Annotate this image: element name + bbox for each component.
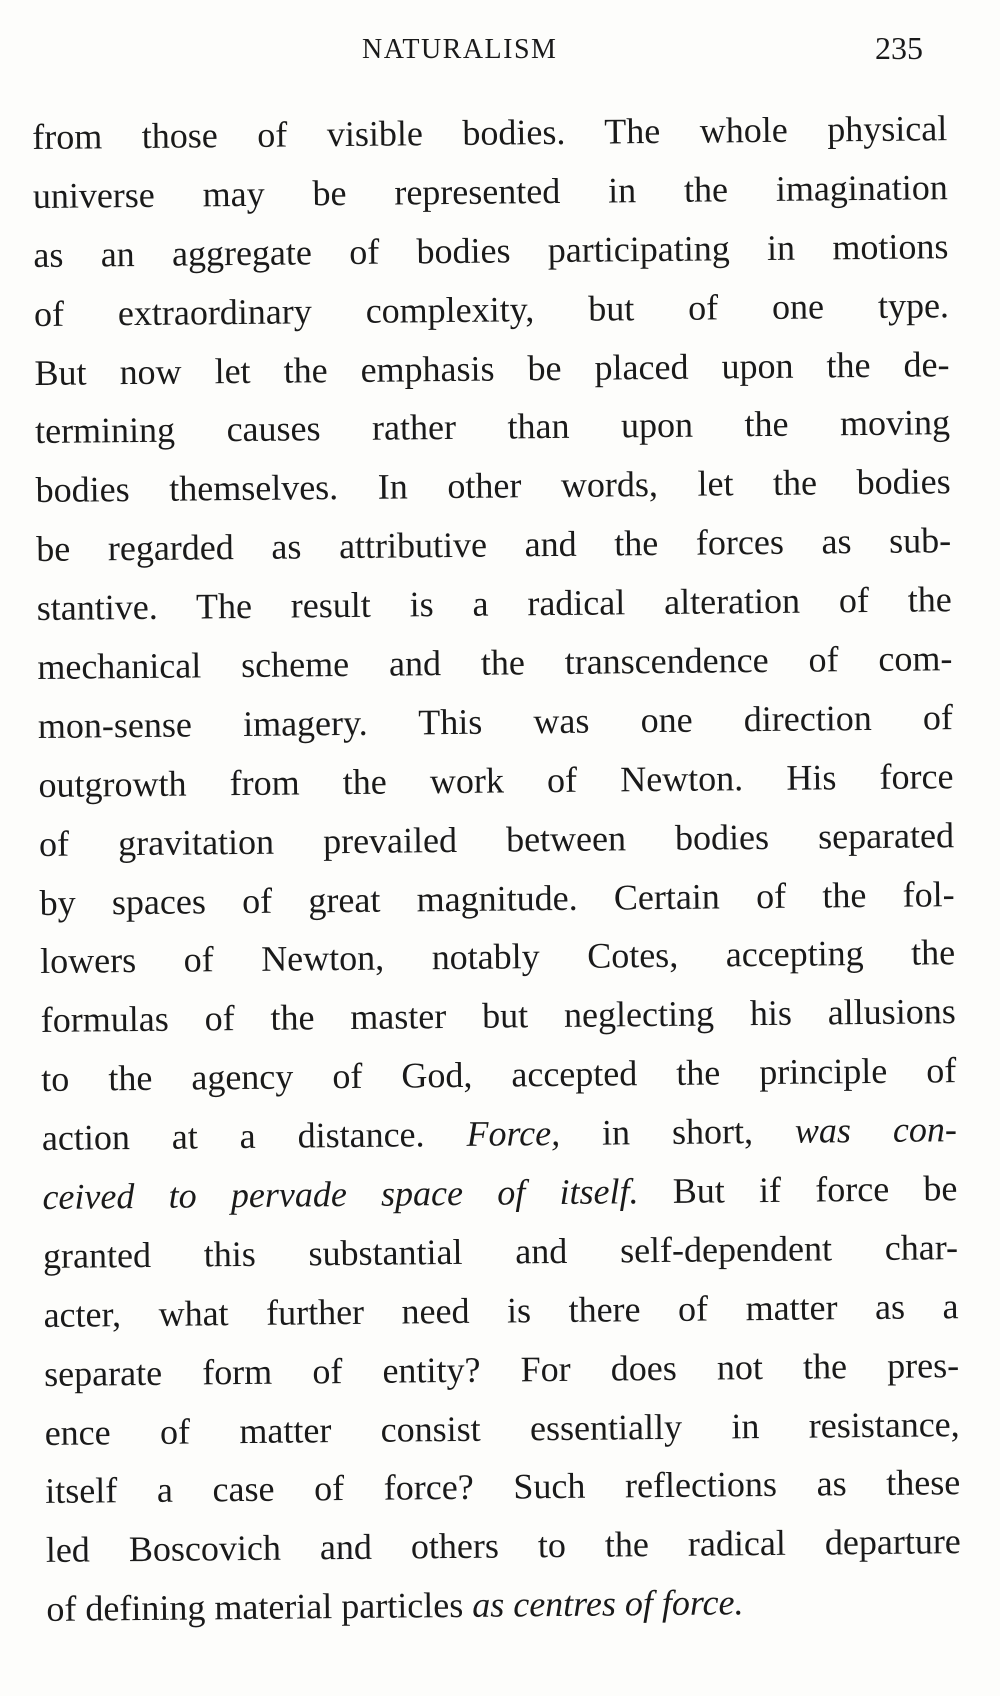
text-line: as an aggregate of bodies participating in motions (33, 225, 949, 275)
italic-text: ceived to pervade space of itself. (42, 1171, 639, 1217)
text-line: lowers of Newton, notably Cotes, accepting the (40, 932, 956, 982)
text-line: formulas of the master but neglecting his allusions (40, 991, 956, 1041)
text-line: outgrowth from the work of Newton. His force (38, 755, 954, 805)
text-line: itself a case of force? Such reflections as these (45, 1462, 961, 1512)
text-line: of extraordinary complexity, but of one type. (33, 284, 950, 334)
text-line: by spaces of great magnitude. Certain of the fol- (39, 873, 955, 923)
text-line: action at a distance. Force, in short, was con- (41, 1109, 958, 1159)
text-line: ence of matter consist essentially in resistance, (44, 1403, 960, 1453)
text-line: of defining material particles as centres of force. (46, 1582, 744, 1630)
page-number: 235 (875, 30, 923, 66)
body-text (32, 99, 962, 1639)
text-line: be regarded as attributive and the forces as sub- (36, 520, 952, 570)
italic-text: as centres of force. (472, 1582, 744, 1626)
text-line: granted this substantial and self-dependent char- (42, 1227, 959, 1276)
text-line: ceived to pervade space of itself. But if force be (42, 1168, 958, 1217)
text-line: mon-sense imagery. This was one direction of (37, 697, 954, 746)
italic-text: was con- (794, 1109, 958, 1151)
text-line: separate form of entity? For does not the pres- (43, 1344, 960, 1394)
text-line: But now let the emphasis be placed upon the de- (34, 343, 950, 393)
text-line: led Boscovich and others to the radical departure (45, 1521, 961, 1571)
italic-text: Force, (466, 1113, 561, 1155)
text-line: of gravitation prevailed between bodies separated (38, 814, 955, 864)
text-line: termining causes rather than upon the moving (34, 402, 951, 452)
running-title: NATURALISM (362, 34, 558, 65)
text-line: acter, what further need is there of matter as a (43, 1285, 959, 1335)
text-line: to the agency of God, accepted the principle of (41, 1050, 957, 1100)
text-line: mechanical scheme and the transcendence of com- (37, 638, 953, 687)
running-head (0, 30, 1000, 70)
text-line: from those of visible bodies. The whole physical (32, 108, 948, 157)
text-line: stantive. The result is a radical alteration of the (36, 579, 952, 629)
text-line: bodies themselves. In other words, let the bodies (35, 461, 951, 511)
text-line: universe may be represented in the imagination (32, 167, 948, 216)
